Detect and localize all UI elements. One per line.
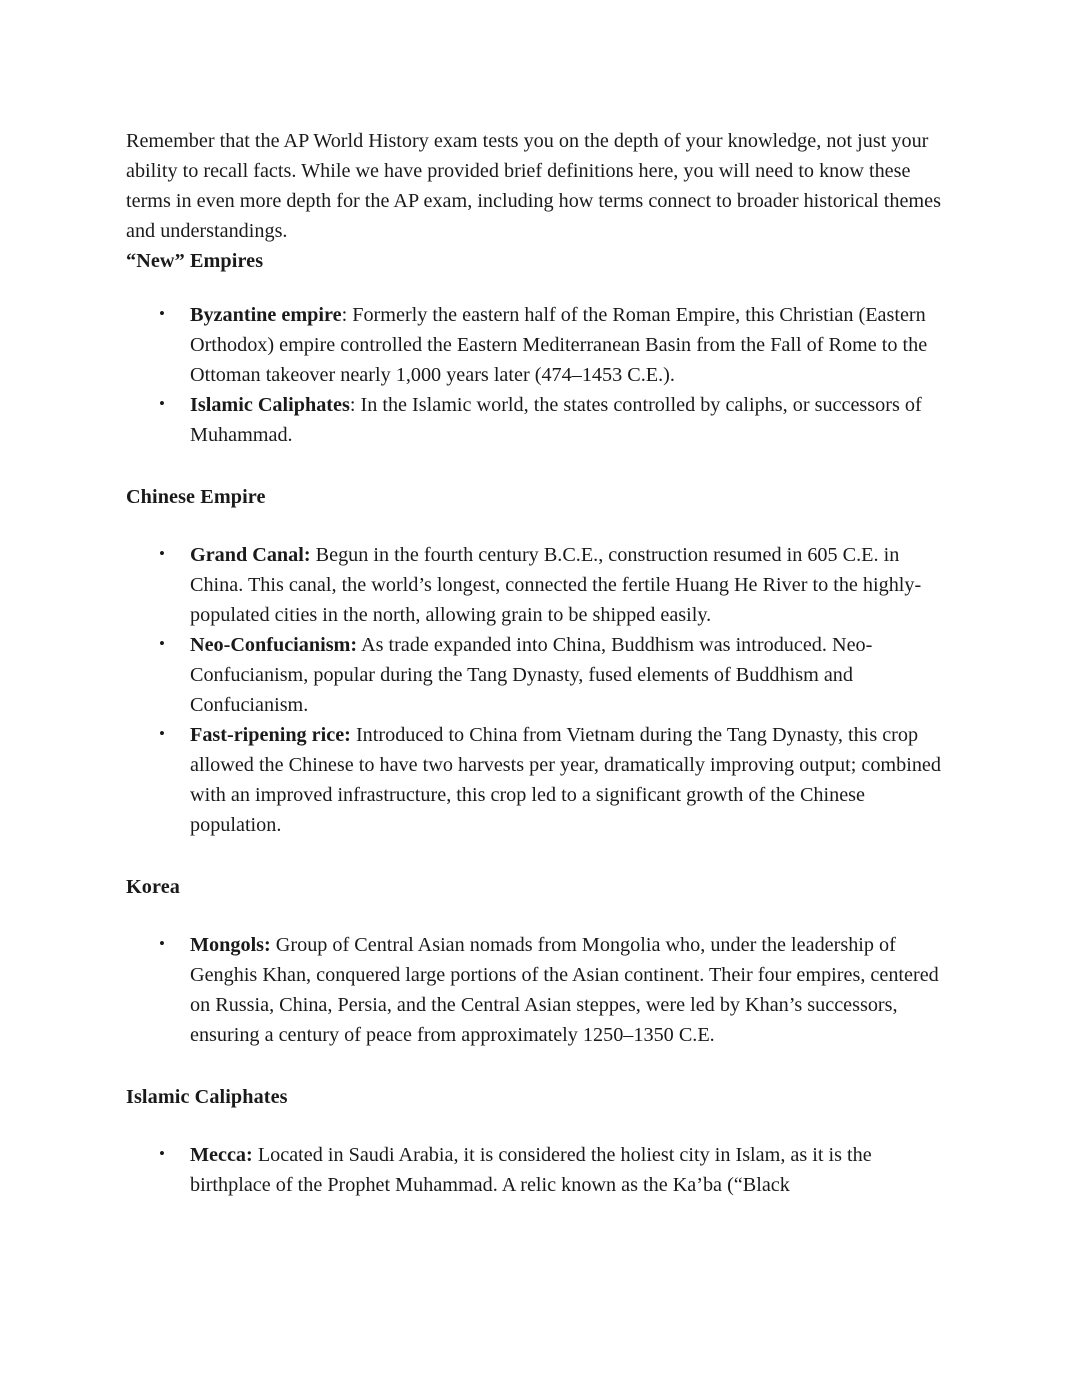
list-item <box>126 540 950 630</box>
term-list-chinese-empire <box>126 540 950 840</box>
term-label: Byzantine empire <box>190 304 342 326</box>
term-list-new-empires <box>126 300 950 450</box>
list-item <box>126 1140 950 1200</box>
intro-paragraph: Remember that the AP World History exam tests you on the depth of your knowledge, not just your ability to recall facts. While we have provided brief definitions here, you will need to know these terms in even more depth for the AP exam, including how terms connect to broader historical themes and understandings. <box>126 130 941 242</box>
document-body <box>126 126 950 1200</box>
term-definition: Group of Central Asian nomads from Mongolia who, under the leadership of Genghis Khan, conquered large portions of the Asian continent. Their four empires, centered on Russia, China, Persia, and the Central Asian steppes, were led by Khan’s successors, ensuring a century of peace from approximately 1250–1350 C.E. <box>190 934 939 1046</box>
section-heading-islamic-caliphates: Islamic Caliphates <box>126 1086 288 1108</box>
list-item <box>126 720 950 840</box>
list-item <box>126 930 950 1050</box>
list-item <box>126 630 950 720</box>
term-list-islamic-caliphates <box>126 1140 950 1200</box>
term-separator: : <box>349 394 356 416</box>
section-heading-chinese-empire: Chinese Empire <box>126 486 266 508</box>
term-definition: In the Islamic world, the states controlled by caliphs, or successors of Muhammad. <box>190 394 922 446</box>
term-label: Grand Canal: <box>190 544 311 566</box>
list-item <box>126 390 950 450</box>
term-definition: Located in Saudi Arabia, it is considered the holiest city in Islam, as it is the birthplace of the Prophet Muhammad. A relic known as the Ka’ba (“Black <box>190 1144 872 1196</box>
term-label: Mongols: <box>190 934 271 956</box>
term-separator: : <box>341 304 348 326</box>
term-definition: Introduced to China from Vietnam during the Tang Dynasty, this crop allowed the Chinese to have two harvests per year, dramatically improving output; combined with an improved infrastructure, this crop led to a significant growth of the Chinese population. <box>190 724 941 836</box>
term-label: Mecca: <box>190 1144 253 1166</box>
section-heading-korea: Korea <box>126 876 180 898</box>
term-label: Fast-ripening rice: <box>190 724 351 746</box>
list-item <box>126 300 950 390</box>
term-definition: As trade expanded into China, Buddhism was introduced. Neo-Confucianism, popular during the Tang Dynasty, fused elements of Buddhism and Confucianism. <box>190 634 873 716</box>
term-definition: Formerly the eastern half of the Roman Empire, this Christian (Eastern Orthodox) empire controlled the Eastern Mediterranean Basin from the Fall of Rome to the Ottoman takeover nearly 1,000 years later (474–1453 C.E.). <box>190 304 928 386</box>
section-heading-new-empires: “New” Empires <box>126 250 264 272</box>
term-definition: Begun in the fourth century B.C.E., construction resumed in 605 C.E. in China. This canal, the world’s longest, connected the fertile Huang He River to the highly-populated cities in the north, allowing grain to be shipped easily. <box>190 544 922 626</box>
term-label: Neo-Confucianism: <box>190 634 358 656</box>
term-label: Islamic Caliphates <box>190 394 350 416</box>
term-list-korea <box>126 930 950 1050</box>
